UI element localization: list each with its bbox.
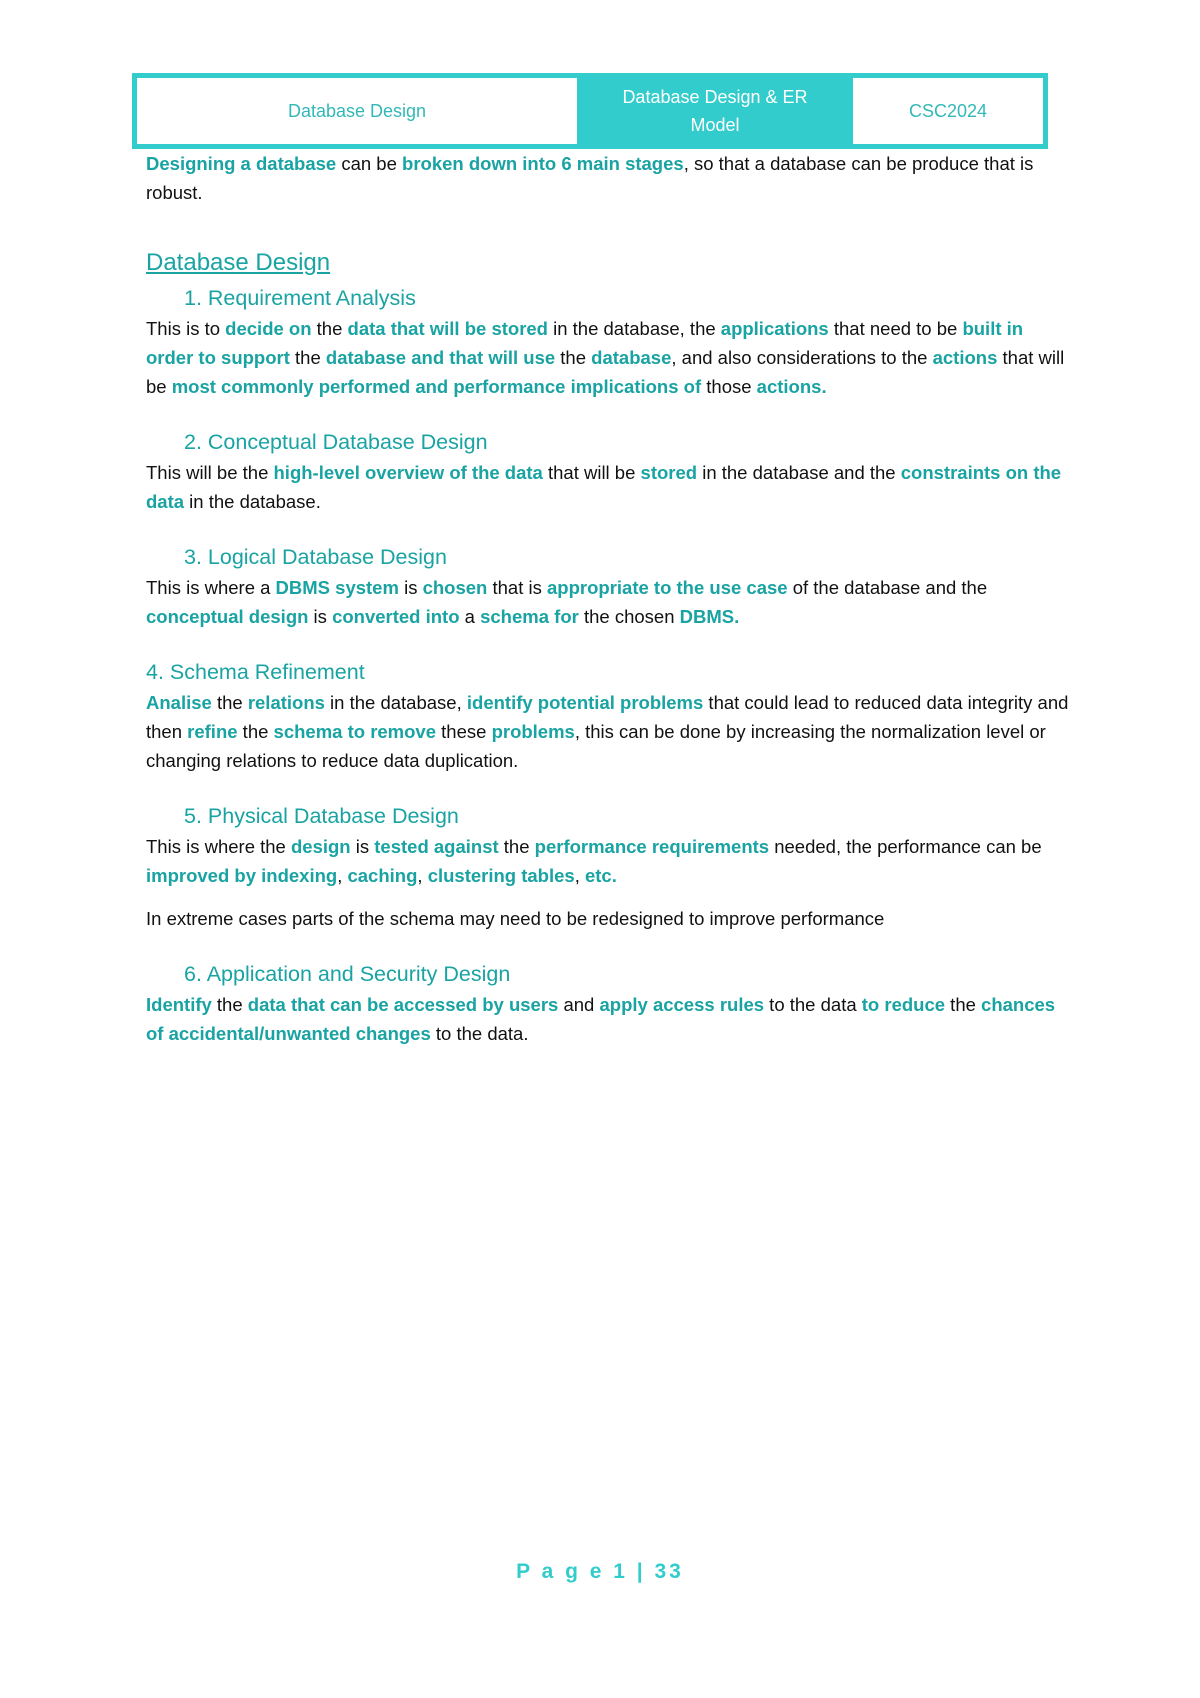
- highlighted-term: DBMS.: [679, 606, 740, 627]
- highlighted-term: actions: [932, 347, 998, 368]
- header-course-code: CSC2024: [853, 78, 1043, 144]
- highlighted-term: caching: [347, 865, 418, 886]
- highlighted-term: Analise: [146, 692, 212, 713]
- text-run: the chosen: [578, 606, 680, 627]
- header-title: Database Design: [137, 78, 577, 144]
- text-run: in the database, the: [547, 318, 721, 339]
- stage-paragraph: [146, 832, 1070, 890]
- text-run: in the database,: [324, 692, 467, 713]
- highlighted-term: apply access rules: [599, 994, 765, 1015]
- stage-heading: 2. Conceptual Database Design: [184, 430, 488, 454]
- stage-paragraph: [146, 458, 1070, 516]
- text-run: ,: [337, 865, 348, 886]
- highlighted-term: design: [290, 836, 351, 857]
- stage-paragraph: [146, 904, 1070, 933]
- highlighted-term: applications: [720, 318, 829, 339]
- stage-paragraph: [146, 314, 1070, 401]
- highlighted-term: problems: [491, 721, 575, 742]
- text-run: This will be the: [146, 462, 274, 483]
- highlighted-term: database and that will use: [325, 347, 556, 368]
- highlighted-term: converted into: [332, 606, 460, 627]
- text-run: in the database and the: [697, 462, 901, 483]
- text-run: of the database and the: [787, 577, 988, 598]
- text-run: the: [311, 318, 348, 339]
- text-run: This is where the: [146, 836, 291, 857]
- highlighted-term: identify potential problems: [466, 692, 704, 713]
- highlighted-term: schema to remove: [273, 721, 437, 742]
- text-run: that will be: [146, 347, 1065, 397]
- text-run: the: [498, 836, 535, 857]
- stages-list: [146, 283, 1070, 1048]
- highlighted-term: Identify: [146, 994, 212, 1015]
- text-run: the: [237, 721, 274, 742]
- text-run: ,: [417, 865, 428, 886]
- text-run: , and also considerations to the: [671, 347, 933, 368]
- text-run: , this can be done by increasing the normalization level or changing relations to reduce data duplication.: [146, 721, 1046, 771]
- highlighted-term: etc.: [584, 865, 617, 886]
- stage-heading: 5. Physical Database Design: [184, 804, 459, 828]
- highlighted-term: Designing a database: [146, 153, 337, 174]
- highlighted-term: constraints on the data: [146, 462, 1062, 512]
- highlighted-term: chosen: [422, 577, 488, 598]
- highlighted-term: improved by indexing: [146, 865, 338, 886]
- text-run: in the database.: [184, 491, 321, 512]
- text-run: In extreme cases parts of the schema may need to be redesigned to improve performance: [146, 908, 885, 929]
- highlighted-term: broken down into 6 main stages: [402, 153, 684, 174]
- highlighted-term: data that will be stored: [347, 318, 548, 339]
- highlighted-term: tested against: [374, 836, 499, 857]
- text-run: that will be: [542, 462, 641, 483]
- stage-heading: 1. Requirement Analysis: [184, 286, 416, 310]
- text-run: , so that a database can be produce that is robust.: [146, 153, 1034, 203]
- highlighted-term: actions.: [756, 376, 827, 397]
- highlighted-term: most commonly performed and performance implications of: [171, 376, 702, 397]
- page-footer: P a g e 1 | 33: [516, 1560, 684, 1583]
- text-run: that is: [487, 577, 547, 598]
- header-chapter: Database Design & ER Model: [577, 78, 853, 144]
- highlighted-term: stored: [640, 462, 698, 483]
- text-run: those: [701, 376, 757, 397]
- highlighted-term: DBMS system: [275, 577, 399, 598]
- text-run: to the data: [764, 994, 862, 1015]
- text-run: the: [945, 994, 982, 1015]
- text-run: is: [308, 606, 333, 627]
- highlighted-term: performance requirements: [534, 836, 770, 857]
- document-body: [146, 149, 1070, 1048]
- stage-paragraph: [146, 573, 1070, 631]
- highlighted-term: chances of accidental/unwanted changes: [146, 994, 1056, 1044]
- stage-paragraph: [146, 688, 1070, 775]
- highlighted-term: refine: [187, 721, 238, 742]
- text-run: that need to be: [828, 318, 963, 339]
- section-title: Database Design: [146, 249, 331, 276]
- highlighted-term: appropriate to the use case: [547, 577, 788, 598]
- text-run: This is where a: [146, 577, 276, 598]
- highlighted-term: high-level overview of the data: [273, 462, 543, 483]
- text-run: can be: [336, 153, 403, 174]
- page-header: [132, 73, 1048, 149]
- highlighted-term: database: [591, 347, 672, 368]
- text-run: and: [558, 994, 600, 1015]
- text-run: needed, the performance can be: [769, 836, 1042, 857]
- text-run: the: [211, 692, 248, 713]
- text-run: is: [350, 836, 375, 857]
- highlighted-term: built in order to support: [146, 318, 1024, 368]
- text-run: the: [555, 347, 592, 368]
- highlighted-term: to reduce: [861, 994, 946, 1015]
- stage-heading: 3. Logical Database Design: [184, 545, 447, 569]
- stage-heading: 4. Schema Refinement: [146, 660, 365, 684]
- text-run: This is to: [146, 318, 226, 339]
- text-run: is: [398, 577, 423, 598]
- highlighted-term: relations: [247, 692, 325, 713]
- highlighted-term: data that can be accessed by users: [247, 994, 559, 1015]
- highlighted-term: decide on: [225, 318, 312, 339]
- highlighted-term: conceptual design: [146, 606, 309, 627]
- text-run: these: [436, 721, 492, 742]
- text-run: that could lead to reduced data integrity and then: [146, 692, 1069, 742]
- highlighted-term: clustering tables: [427, 865, 575, 886]
- highlighted-term: schema for: [480, 606, 579, 627]
- stage-paragraph: [146, 990, 1070, 1048]
- text-run: ,: [574, 865, 585, 886]
- text-run: to the data.: [430, 1023, 529, 1044]
- text-run: the: [289, 347, 326, 368]
- text-run: the: [211, 994, 248, 1015]
- intro-paragraph: [146, 149, 1070, 207]
- text-run: a: [459, 606, 481, 627]
- stage-heading: 6. Application and Security Design: [184, 962, 511, 986]
